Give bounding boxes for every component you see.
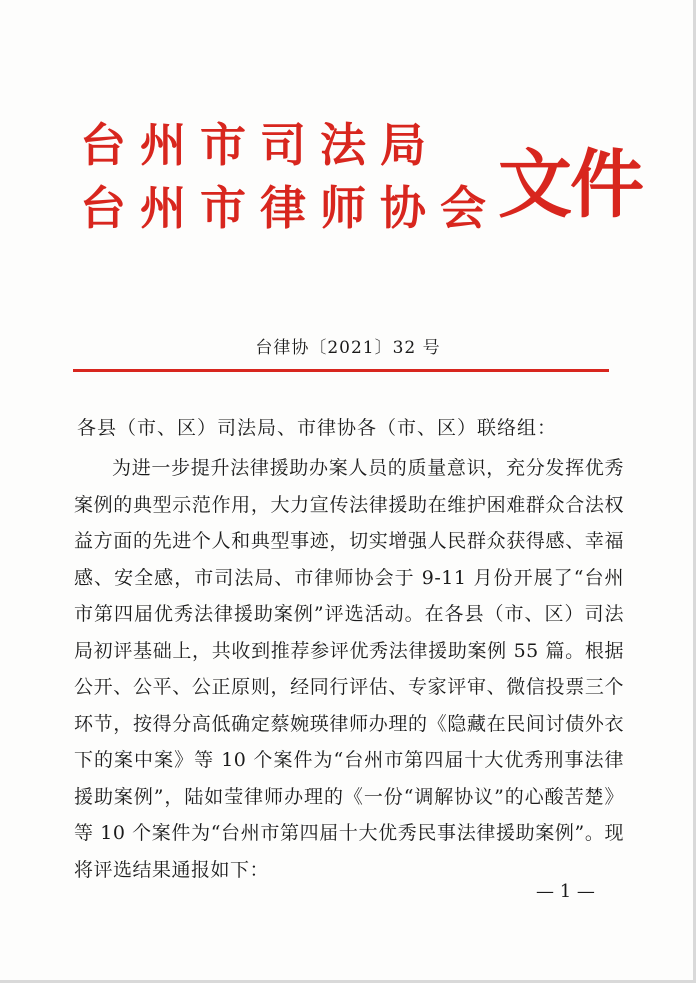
red-header-divider: [73, 369, 609, 372]
salutation: 各县（市、区）司法局、市律协各（市、区）联络组：: [77, 417, 558, 439]
page-number: — 1 —: [536, 881, 595, 902]
document-number: 台律协〔2021〕32 号: [255, 338, 441, 358]
issuer-name-justice-bureau: 台州市司法局: [80, 118, 440, 172]
issuer-name-lawyers-association: 台州市律师协会: [80, 181, 500, 235]
body-paragraph: 为进一步提升法律援助办案人员的质量意识，充分发挥优秀案例的典型示范作用，大力宣传法律援助在维护困难群众合法权益方面的先进个人和典型事迹，切实增强人民群众获得感、幸福感、安全感，市司法局、市律师协会于 9-11 月份开展了“台州市第四届优秀法律援助案例”评选活动。在各县（市、区）司法局初评基础上，共收到推荐参评优秀法律援助案例 55 篇。根据公开、公平、公正原则，经同行评估、专家评审、微信投票三个环节，按得分高低确定蔡婉瑛律师办理的《隐藏在民间讨债外衣下的案中案》等 10 个案件为“台州市第四届十大优秀刑事法律援助案例”，陆如莹律师办理的《一份“调解协议”的心酸苦楚》等 10 个案件为“台州市第四届十大优秀民事法律援助案例”。现将评选结果通报如下：: [74, 457, 624, 881]
document-type-label: 文件: [498, 142, 642, 228]
